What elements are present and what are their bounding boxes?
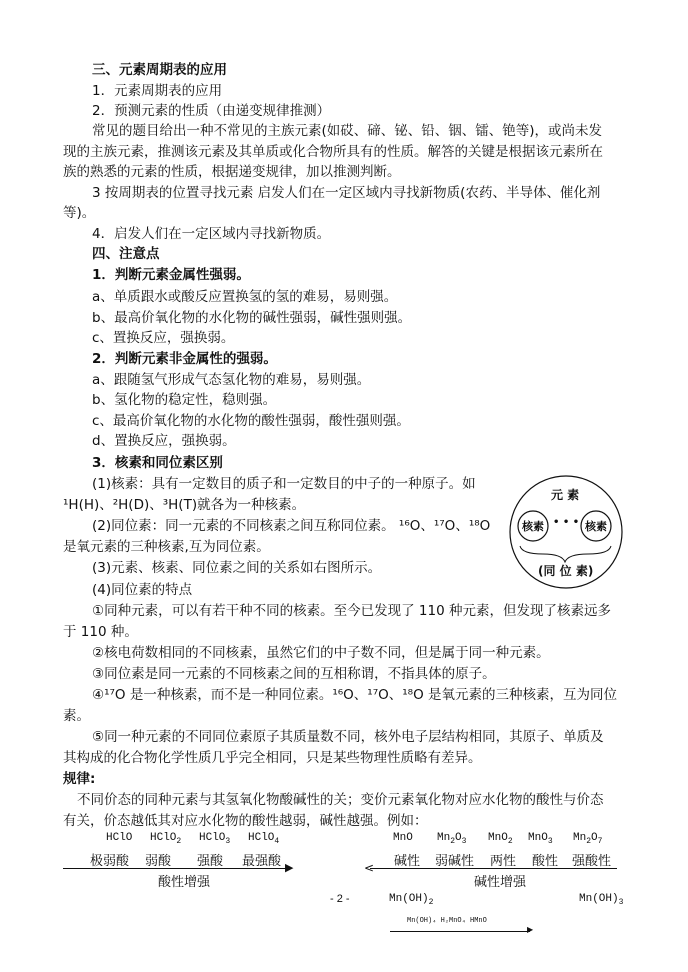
list-item: b、最高价氧化物的水化物的碱性强弱，碱性强则强。: [92, 310, 412, 326]
list-item: b、氢化物的稳定性，稳则强。: [92, 392, 277, 408]
paragraph-line: 族的熟悉的元素的性质，根据递变规律，加以推测判断。: [63, 164, 401, 180]
paragraph-line: (1)核素：具有一定数目的质子和一定数目的中子的一种原子。如: [92, 476, 476, 492]
rule-title: 规律:: [63, 771, 96, 787]
subheading: 3．核素和同位素区别: [92, 455, 223, 471]
list-item: 1．元素周期表的应用: [92, 83, 223, 99]
formula: HClO$_4$: [248, 832, 280, 847]
paragraph-line: 是氧元素的三种核素,互为同位素。: [63, 539, 270, 555]
paragraph-line: ①同种元素，可以有若干种不同的核素。至今已发现了 110 种元素，但发现了核素远多: [92, 603, 611, 619]
paragraph-line: (4)同位素的特点: [92, 582, 193, 598]
paragraph-line: ④¹⁷O 是一种核素，而不是一种同位素。¹⁶O、¹⁷O、¹⁸O 是氧元素的三种核素，互为同位: [92, 687, 617, 703]
brace: [520, 546, 611, 562]
formula-small: Mn(OH)₄ H₂MnO₄ HMnO: [407, 917, 487, 925]
formula: $Mn(OH)_3$: [579, 893, 624, 908]
paragraph-line: 素。: [63, 708, 90, 724]
list-item: d、置换反应，强换弱。: [92, 433, 236, 449]
list-item: 3 按周期表的位置寻找元素 启发人们在一定区域内寻找新物质(农药、半导体、催化剂: [92, 185, 601, 201]
formula: HClO$_3$: [199, 832, 231, 847]
acidity-arrow-line: [63, 868, 289, 869]
list-item: c、置换反应，强换弱。: [92, 330, 235, 346]
section-title-3: 三、元素周期表的应用: [92, 62, 227, 78]
acidity-label: 弱酸: [145, 854, 172, 869]
formula: MnO$_2$: [488, 832, 513, 847]
small-arrow-line: [390, 931, 530, 932]
paragraph-line: 于 110 种。: [63, 624, 138, 640]
formula: HClO: [106, 832, 133, 844]
basicity-label: 强酸性: [572, 854, 612, 869]
page-number: - 2 -: [330, 893, 350, 905]
arrow-label: 酸性增强: [158, 875, 211, 890]
formula: MnO: [393, 832, 413, 844]
paragraph-line: (2)同位素：同一元素的不同核素之间互称同位素。 ¹⁶O、¹⁷O、¹⁸O: [92, 518, 491, 534]
paragraph-line: ③同位素是同一元素的不同核素之间的互相称谓，不指具体的原子。: [92, 666, 496, 682]
paragraph-line: ②核电荷数相同的不同核素，虽然它们的中子数不同，但是属于同一种元素。: [92, 645, 550, 661]
diagram-label-nuclide-right: 核素: [585, 520, 607, 533]
basicity-label: 弱碱性: [435, 854, 475, 869]
subheading: 2．判断元素非金属性的强弱。: [92, 351, 277, 367]
acidity-label: 极弱酸: [90, 854, 130, 869]
acidity-label: 最强酸: [242, 854, 282, 869]
paragraph-line: 现的主族元素，推测该元素及其单质或化合物所具有的性质。解答的关键是根据该元素所在: [63, 144, 603, 160]
formula: $Mn_2O_7$: [573, 832, 603, 847]
section-title-4: 四、注意点: [92, 246, 160, 262]
paragraph-line: 常见的题目给出一种不常见的主族元素(如砹、碲、铋、铅、铟、镭、铯等)，或尚未发: [92, 123, 603, 139]
paragraph-line: ¹H(H)、²H(D)、³H(T)就各为一种核素。: [63, 497, 306, 513]
paragraph-line: 其构成的化合物化学性质几乎完全相同，只是某些物理性质略有差异。: [63, 750, 482, 766]
subheading: 1．判断元素金属性强弱。: [92, 267, 250, 283]
paragraph-line: 有关，价态越低其对应水化物的酸性越弱，碱性越强。例如：: [63, 813, 428, 829]
list-item: 4．启发人们在一定区域内寻找新物质。: [92, 226, 331, 242]
diagram-label-element: 元 素: [551, 488, 580, 502]
list-item: c、最高价氧化物的水化物的酸性强弱，酸性强则强。: [92, 413, 410, 429]
paragraph-line: 不同价态的同种元素与其氢氧化物酸碱性的关；变价元素氧化物对应水化物的酸性与价态: [77, 792, 604, 808]
element-nuclide-isotope-diagram: [508, 474, 628, 592]
arrow-left-icon: <: [364, 861, 375, 875]
paragraph-line: (3)元素、核素、同位素之间的关系如右图所示。: [92, 560, 382, 576]
list-item: a、单质跟水或酸反应置换氢的氢的难易，易则强。: [92, 289, 398, 305]
paragraph-line: ⑤同一种元素的不同同位素原子其质量数不同，核外电子层结构相同，其原子、单质及: [92, 729, 604, 745]
list-item: a、跟随氢气形成气态氢化物的难易，易则强。: [92, 372, 371, 388]
diagram-label-isotope: (同 位 素): [538, 564, 594, 578]
formula: HClO$_2$: [150, 832, 182, 847]
basicity-arrow-line: [370, 868, 617, 869]
basicity-label: 碱性: [394, 854, 421, 869]
formula: $Mn(OH)_2$: [389, 893, 434, 908]
acidity-label: 强酸: [197, 854, 224, 869]
arrow-right-icon: ▶: [527, 925, 534, 934]
arrow-right-icon: ▶: [285, 861, 294, 874]
paragraph-line: 等)。: [63, 205, 96, 221]
diagram-label-nuclide-left: 核素: [522, 520, 544, 533]
basicity-label: 两性: [490, 854, 517, 869]
list-item: 2．预测元素的性质（由递变规律推测）: [92, 103, 331, 119]
basicity-label: 酸性: [532, 854, 559, 869]
diagram-dots: • • •: [553, 517, 580, 528]
arrow-label: 碱性增强: [474, 875, 527, 890]
formula: $Mn_2O_3$: [437, 832, 467, 847]
formula: MnO$_3$: [528, 832, 553, 847]
